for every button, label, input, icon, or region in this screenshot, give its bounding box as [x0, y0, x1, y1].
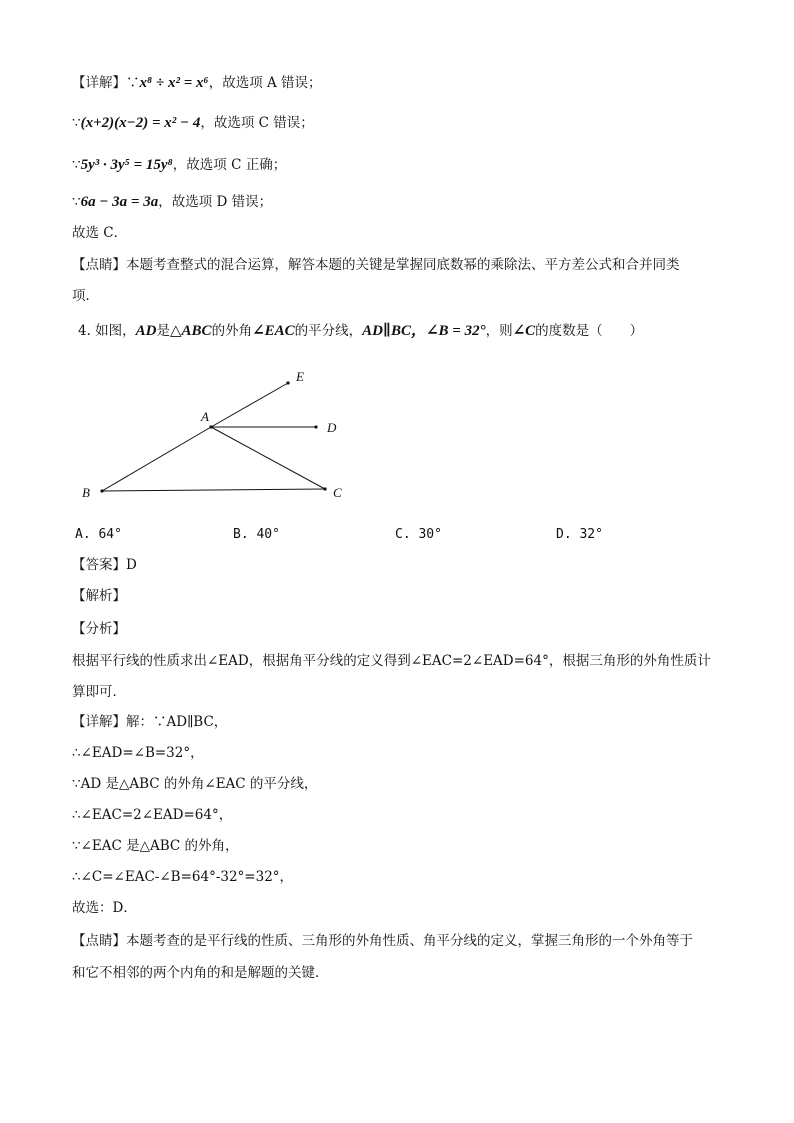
detail-line-2: ∵AD 是△ABC 的外角∠EAC 的平分线， — [72, 776, 318, 792]
point-c — [323, 487, 326, 490]
segment-ab — [102, 427, 211, 491]
analysis-heading: 【解析】 — [72, 588, 126, 604]
detail-line-5: ∴∠C=∠EAC-∠B=64°-32°=32°， — [72, 869, 294, 885]
detail-line-0: 【详解】解：∵AD∥BC， — [72, 714, 228, 730]
detail-line-3: ∴∠EAC=2∠EAD=64°， — [72, 807, 233, 823]
analysis-text-2: 算即可． — [72, 684, 126, 700]
comment-line-1: 【点睛】本题考查整式的混合运算，解答本题的关键是掌握同底数幂的乘除法、平方差公式和合并同类 — [72, 257, 680, 273]
label-d: D — [327, 420, 337, 435]
math-expression: 5y³ · 3y⁵ = 15y⁸ — [80, 157, 173, 173]
label-e: E — [296, 369, 304, 384]
math-expression: (x+2)(x−2) = x² − 4 — [80, 115, 201, 131]
point-d — [314, 425, 317, 428]
option-a: A. 64° — [75, 527, 122, 542]
point-e — [286, 381, 289, 384]
solution-line-5: 故选 C． — [72, 225, 128, 241]
solution-line-1: 【详解】∵x⁸ ÷ x² = x⁶，故选项 A 错误； — [72, 75, 322, 91]
detail-line-1: ∴∠EAD=∠B=32°， — [72, 745, 204, 761]
analysis-subheading: 【分析】 — [72, 621, 126, 637]
label-b: B — [82, 485, 90, 500]
comment-line-2: 项． — [72, 288, 99, 304]
option-d: D. 32° — [556, 527, 603, 542]
analysis-text-1: 根据平行线的性质求出∠EAD，根据角平分线的定义得到∠EAC=2∠EAD=64°，根据三角形的外角性质计 — [72, 653, 711, 669]
label-c: C — [333, 485, 342, 500]
math-expression: 6a − 3a = 3a — [80, 194, 159, 210]
label-a: A — [201, 409, 209, 424]
segment-bc — [102, 489, 325, 491]
segment-ac — [211, 427, 325, 489]
comment-2-line-1: 【点睛】本题考查的是平行线的性质、三角形的外角性质、角平分线的定义，掌握三角形的一个外角等于 — [72, 933, 693, 949]
comment-2-line-2: 和它不相邻的两个内角的和是解题的关键． — [72, 965, 329, 981]
answer-line: 【答案】D — [72, 557, 137, 573]
point-a — [209, 425, 212, 428]
question-4: 4. 如图，AD是△ABC的外角∠EAC的平分线，AD∥BC，∠B = 32°，则∠C的度数是（ ） — [78, 323, 644, 339]
math-expression: x⁸ ÷ x² = x⁶ — [139, 75, 209, 91]
detail-line-6: 故选：D． — [72, 900, 137, 916]
solution-line-4: ∵6a − 3a = 3a，故选项 D 错误； — [72, 194, 273, 210]
point-b — [100, 489, 103, 492]
detail-line-4: ∵∠EAC 是△ABC 的外角， — [72, 838, 239, 854]
solution-line-3: ∵5y³ · 3y⁵ = 15y⁸，故选项 C 正确； — [72, 157, 287, 173]
geometry-figure — [0, 0, 794, 520]
segment-ae — [211, 383, 288, 427]
solution-line-2: ∵(x+2)(x−2) = x² − 4，故选项 C 错误； — [72, 115, 314, 131]
option-b: B. 40° — [233, 527, 280, 542]
option-c: C. 30° — [395, 527, 442, 542]
